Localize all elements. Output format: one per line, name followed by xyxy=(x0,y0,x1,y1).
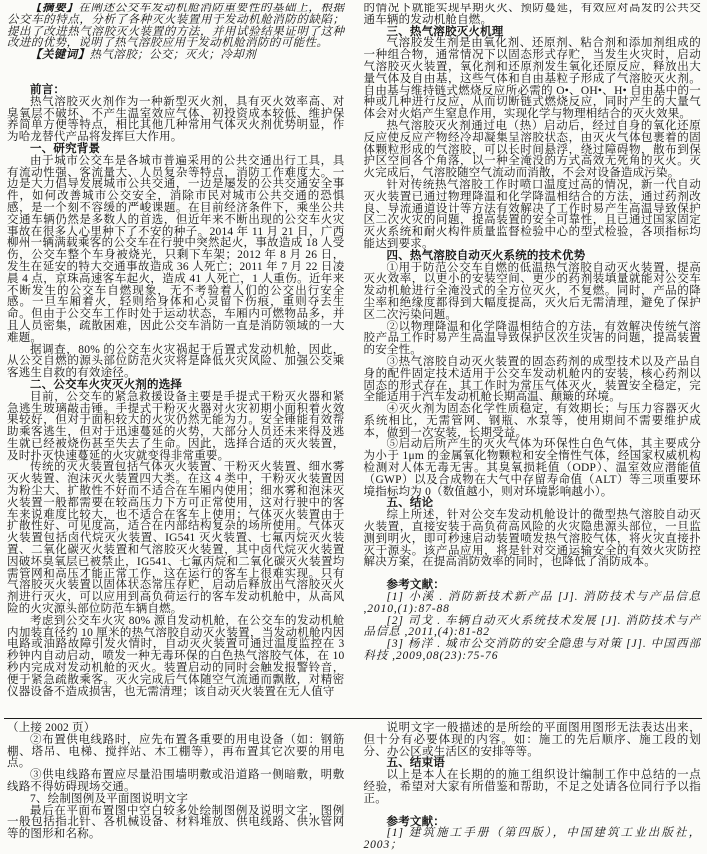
preface-heading: 前言： xyxy=(30,83,66,96)
section4-heading: 四、热气溶胶自动灭火系统的技术优势 xyxy=(386,249,586,262)
continued-closing-paragraph: 以上是本人在长期的的施工组织设计编制工作中总结的一点经验，希望对大家有所借鉴和帮助，不足之处请各位同行予以指正。 xyxy=(363,769,701,805)
spacer xyxy=(7,62,345,85)
section4-point-3: ③热气溶胶自动灭火装置的固态药剂的成型技术以及产品自身的配件固定技术适用于公交车发动机舱内的安装，核心药剂以固态的形式存在，其工作时为常压气体灭火，装置安全稳定，完全能适用于汽车发动机舱长期高温、颠簸的环境。 xyxy=(363,355,701,404)
section3-heading: 三、热气溶胶灭火机理 xyxy=(386,25,504,38)
section3-paragraph-2: 热气溶胶灭火剂通过电（热）启动后，经过自身的氧化还原反应使反应产物经冷却凝集呈溶胶状态，由灭火气体包裹着的固体颗粒形成的气溶胶，可以长时间悬浮，绕过障碍物，散布到保护区空间各个角落，以一种全淹没的方式高效无死角的灭火。灭火完成后，气溶胶随空气流动而消散，不会对设备造成污染。 xyxy=(363,119,701,180)
section4-point-1: ①用于防范公交车自燃的低温热气溶胶自动灭火装置，提高灭火效率，以更小的安装空间、更少的药剂装填量就能对公交车发动机舱进行全淹没式的全方位灭火，不复燃。同时，产品的降尘率和绝缘度都得到大幅度提高，灭火后无需清理，避免了保护区二次污染问题。 xyxy=(363,261,701,321)
references-heading: 参考文献： xyxy=(386,579,445,592)
continued-paragraph: 说明文字一般描述的是所绘的平面图用图形无法表达出来，但十分有必要体现的内容。如：施工的先后顺序、施工段的划分、办公区或生活区的安排等等。 xyxy=(363,722,701,758)
right-continued-section xyxy=(364,715,702,852)
left-column-main xyxy=(7,3,345,715)
right-column-main xyxy=(364,3,702,715)
abstract-text: 在阐述公交车发动机舱消防重要性的基础上，根据公交车的特点，分析了各种灭火装置用于发动机舱消防的缺陷；提出了改进热气溶胶灭火装置的方法，并用试验结果证明了这种改进的优势，说明了热气溶胶应用于发动机舱消防的可能性。 xyxy=(7,3,345,50)
keywords-text: 热气溶胶；公交；灭火；冷却剂 xyxy=(89,49,257,62)
continuation-divider-rule xyxy=(4,718,702,719)
section1-heading: 一、研究背景 xyxy=(30,142,101,155)
continued-reference-entry: [1] 建筑施工手册（第四版），中国建筑工业出版社，2003； xyxy=(363,827,701,852)
section1-paragraph-2: 据调查，80% 的公交车火灾祸起于后置式发动机舱，因此，从公交自燃的源头部位防范火灾将是降低火灾风险、加强公交乘客逃生自救的有效途径。 xyxy=(7,343,345,380)
reference-entry: [1] 小溪 . 消防新技术新产品 [J]. 消防技术与产品信息 ,2010,(1):87-88 xyxy=(363,591,701,615)
section5-paragraph: 综上所述，针对公交车发动机舱设计的微型热气溶胶自动灭火装置，直接安装于高负荷高风险的火灾隐患源头部位，一旦监测到明火，即可秒速启动装置喷发热气溶胶气体，将火灾直接扑灭于源头。该产品应用，将是针对交通运输安全的有效火灾防控解决方案，在提高消防效率的同时，也降低了消防成本。 xyxy=(363,509,701,569)
continued-item-7-text: 最后在平面布置图中空白较多处绘制图例及说明文字，图例一般包括指北针、各机械设备、材料堆放、供电线路、供水管网等的图形和名称。 xyxy=(7,804,345,841)
section5-heading: 五、结论 xyxy=(386,497,434,510)
section2-paragraph-1: 目前，公交车的紧急救援设备主要是手提式干粉灭火器和紧急逃生玻璃敲击锤。手提式干粉灭火器对火灾初期小面积着火效果较好，但对于面积较大的火灾仍然无能为力。安全锤能有效帮助乘客逃生，但对于迅速蔓延的火势，大部分人员还未来得及逃生就已经被烧伤甚至失去了生命。因此，选择合适的灭火装置，及时扑灭快速蔓延的火灾就变得非常重要。 xyxy=(7,390,345,462)
section3-paragraph-1: 气溶胶发生剂是由氧化剂、还原剂、粘合剂和添加剂组成的一种组合物，通常情况下以固态形式存贮，当发生火灾时，启动气溶胶灭火装置，氧化剂和还原剂发生氧化还原反应，释放出大量气体及自由基，这些气体和自由基粒子形成了气溶胶灭火剂。自由基与维持链式燃烧反应所必需的 O•、OH•、H• 自由基中的一种或几种进行反应，从而切断链式燃烧反应，同时产生的大量气体会对火焰产生窒息作用，实现化学与物理相结合的灭火效果。 xyxy=(363,37,701,121)
preface-paragraph: 热气溶胶灭火剂作为一种新型灭火剂，具有灭火效率高、对臭氧层不破坏、不产生温室效应气体、初投资成本较低、维护保养简单方便等特点，相比其他几种常用气体灭火剂优势明显，作为哈龙替代产品将发挥巨大作用。 xyxy=(7,95,345,144)
abstract xyxy=(7,3,345,50)
continued-references-heading: 参考文献： xyxy=(386,815,445,828)
reference-entry: [3] 杨洋 . 城市公交消防的安全隐患与对策 [J]. 中国西部科技 ,2009,08(23):75-76 xyxy=(363,638,701,663)
left-continued-section xyxy=(7,715,345,841)
keywords-label: 【关键词】 xyxy=(30,49,90,62)
right-column xyxy=(364,3,702,852)
section4-point-5: ⑤启动后所产生的灭火气体为环保性白色气体，其主要成分为小于 1μm 的金属氧化物颗粒和安全惰性气体，经国家权威机构检测对人体无毒无害。其臭氧损耗值（ODP）、温室效应潜能值（GWP）以及合成物在大气中存留寿命值（ALT）等三项重要环境指标均为 0（数值越小，则对环境影响越小）。 xyxy=(363,438,701,498)
carryover-paragraph: 的情况下就能实现早期灭火、预防蔓延，有效应对高发的公共交通车辆的发动机舱自燃。 xyxy=(363,3,701,26)
section2-heading: 二、公交车火灾灭火剂的选择 xyxy=(30,378,183,391)
continued-closing-heading: 五、结束语 xyxy=(386,757,445,770)
section1-paragraph-1: 由于城市公交车是各城市普遍采用的公共交通出行工具，具有流动性强、客流量大、人员复杂等特点，消防工作难度大。一边是大力倡导发展城市公共交通，一边是屡发的公共交通安全事件，如何改善城市公交安全，消除市民对城市公共交通的恐惧感，是一个刻不容缓的严峻课题。在目前经济条件下，乘坐公共交通车辆仍然是多数人的首选，但近年来不断出现的公交车火灾事故在很多人心里种下了不安的种子。2014 年 11 月 21 日，广西柳州一辆满载乘客的公交车在行驶中突然起火，事故造成 18 人受伤，公交车整个车身被烧光，只剩下车架；2012 年 8 月 26 日，发生在延安的特大交通事故造成 36 人死亡；2011 年 7 月 22 日凌晨 4 点，京珠高速客车起火，造成 41 人死亡，1 人重伤。近年来不断发生的公交车自燃现象，无不考验着人们的公交出行安全感。一旦车厢着火，轻则给身体和心灵留下伤痕，重则夺去生命。但由于公交车工作时处于运动状态，车厢内可燃物品多，并且人员密集，疏散困难，因此公交车消防一直是消防领域的一大难题。 xyxy=(7,154,345,344)
left-column xyxy=(7,3,345,852)
section3-paragraph-3: 针对传统热气溶胶工作时喷口温度过高的情况，新一代自动灭火装置已通过物理降温和化学降温相结合的方法，通过药剂改良、导流通道设计等方法有效解决了工作时易产生高温导致保护区二次火灾的问题，提高装置的安全可靠性，且已通过国家固定灭火系统和耐火构件质量监督检验中心的型式检验，各项指标均能达到要求。 xyxy=(363,178,701,250)
section4-point-2: ②以物理降温和化学降温相结合的方法，有效解决传统气溶胶产品工作时易产生高温导致保护区次生灾害的问题，提高装置的安全性。 xyxy=(363,320,701,357)
abstract-label: 【摘要】 xyxy=(30,3,79,14)
section2-paragraph-2: 传统的灭火装置包括气体灭火装置、干粉灭火装置、细水雾灭火装置、泡沫灭火装置四大类。在这 4 类中，干粉灭火装置因为粉尘大、扩散性不好而不适合在车厢内使用；细水雾和泡沫灭火装置一般都需要在较高压力下方可正常使用，这对行驶中的客车来说难度比较大，也不适合在客车上使用；气体灭火装置由于扩散性好、可见度高，适合在内部结构复杂的场所使用。气体灭火装置包括卤代烷灭火装置、IG541 灭火装置、七氟丙烷灭火装置、二氧化碳灭火装置和气溶胶灭火装置，其中卤代烷灭火装置因破坏臭氧层已被禁止，IG541、七氟丙烷和二氧化碳灭火装置均需管网和高压才能正常工作，这在运行的客车上很难实现。只有气溶胶灭火装置以固体状态常压存贮，启动后释放出气溶胶灭火剂进行灭火，可以应用到高负荷运行的客车发动机舱中，从高风险的火灾源头部位防范车辆自燃。 xyxy=(7,461,345,616)
spacer xyxy=(364,806,702,817)
reference-entry: [2] 司戈 . 车辆自动灭火系统技术发展 [J]. 消防技术与产品信息 ,2011,(4):81-82 xyxy=(363,614,701,639)
section4-point-4: ④灭火剂为固态化学性质稳定，有效期长；与压力容器灭火系统相比，无需管网、钢瓶、水泵等，使用期间不需要维护成本，做到一次安装，长期受益。 xyxy=(363,403,701,439)
keywords xyxy=(7,50,345,62)
continued-item-3: ③供电线路布置应尽量沿围墙明敷或沿道路一侧暗敷，明敷线路不得妨碍现场交通。 xyxy=(7,769,345,793)
section2-paragraph-3: 考虑到公交车火灾 80% 源自发动机舱，在公交车的发动机舱内加装直径约 10 厘米的热气溶胶自动灭火装置，当发动机舱内因电路或油路故障引发火情时，自动灭火装置可通过温度监控在 3 秒钟内自动启动，喷发一种无毒环保的白色热气溶胶气体，在 10 秒内完成对发动机舱的灭火。装置启动的同时会触发报警铃音，便于紧急疏散乘客。灭火完成后气体随空气流通而飘散，对精密仪器设备不造成损害，也无需清理；该自动灭火装置在无人值守 xyxy=(7,614,345,698)
continued-from-note: （上接 2002 页） xyxy=(7,722,96,734)
continued-item-2: ②布置供电线路时，应先布置各重要的用电设备（如：钢筋棚、塔吊、电梯、搅拌站、木工棚等），再布置其它次要的用电点。 xyxy=(7,733,345,770)
continued-item-7-title: 7、绘制图例及平面图说明文字 xyxy=(30,792,189,805)
